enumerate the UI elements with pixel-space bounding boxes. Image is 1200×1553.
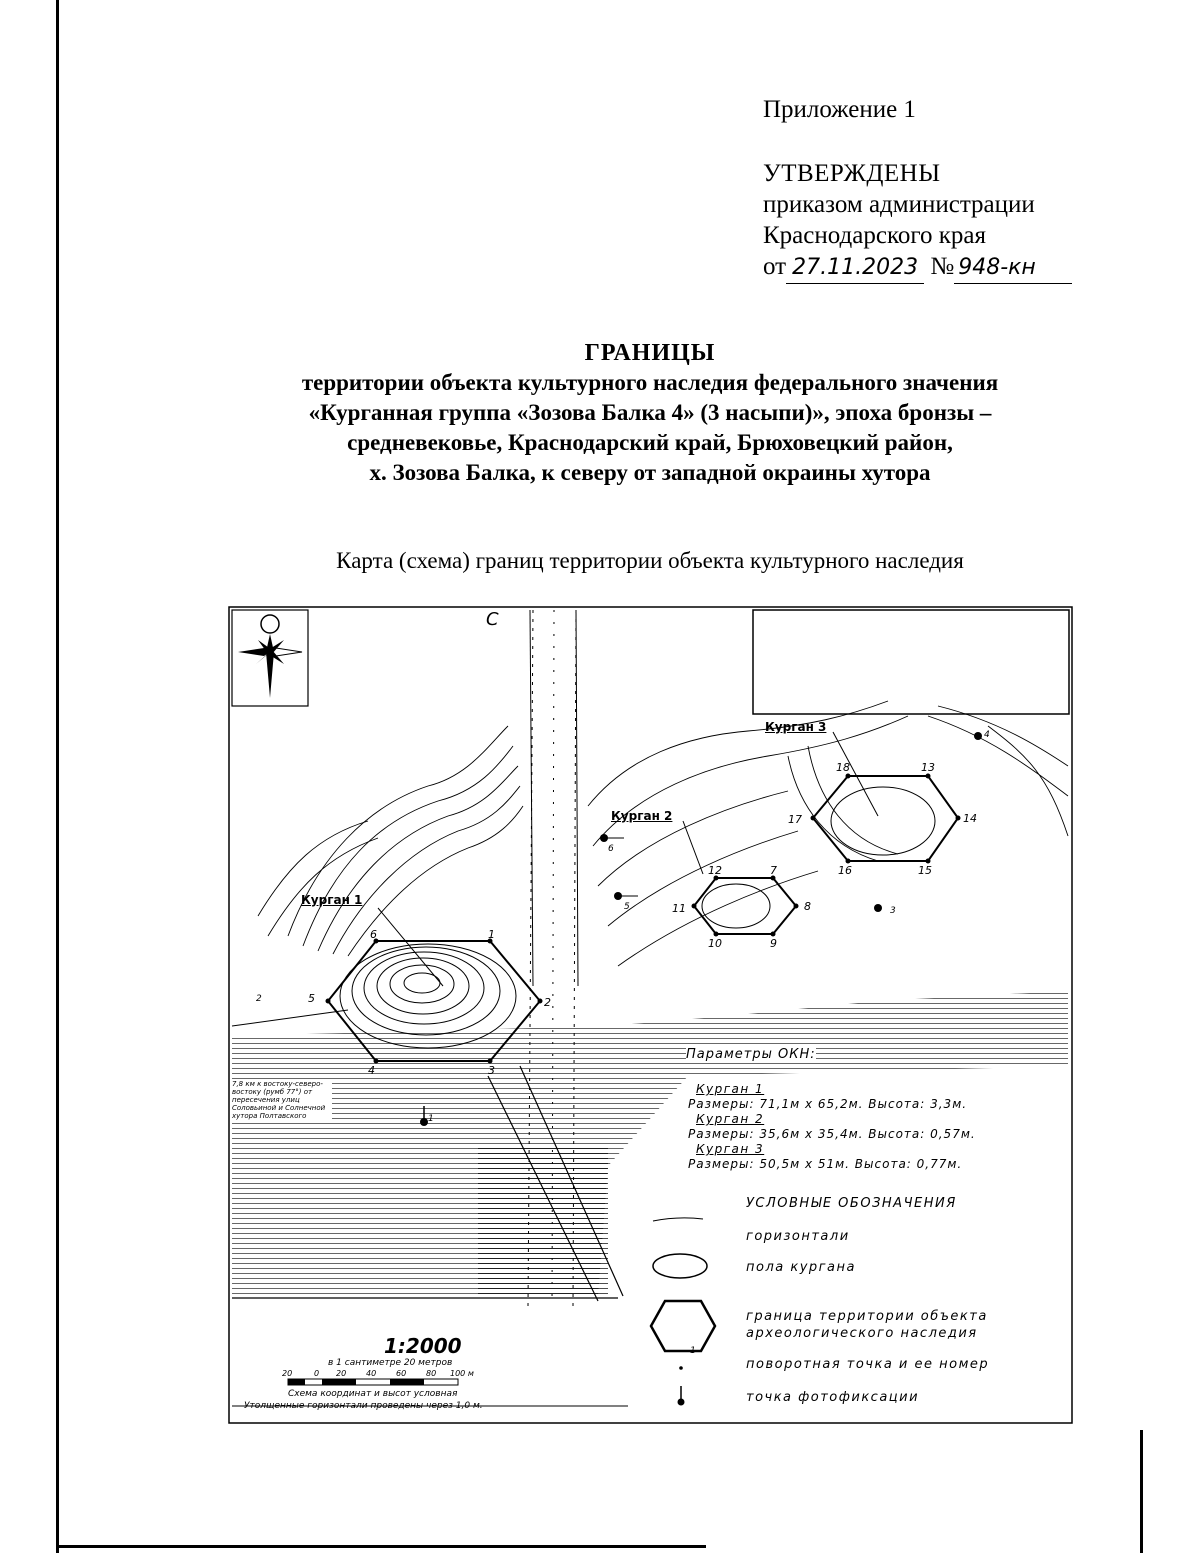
legend-boundary-line2: археологического наследия — [746, 1326, 978, 1341]
legend-photo-point-icon — [678, 1386, 685, 1406]
scale-tick: 100 м — [450, 1369, 474, 1378]
kurgan-2-label: Курган 2 — [611, 809, 673, 823]
photo-point-label: 1 — [428, 1114, 434, 1124]
title-line2: «Курганная группа «Зозова Балка 4» (3 насыпи)», эпоха бронзы – — [308, 400, 992, 425]
photo-point-label: 3 — [890, 906, 896, 916]
legend-contours: горизонтали — [746, 1229, 850, 1244]
title-line4: х. Зозова Балка, к северу от западной окраины хутора — [369, 460, 931, 485]
kurgan-2-boundary — [694, 878, 796, 934]
point-label: 1 — [488, 928, 495, 941]
legend-photo-point: точка фотофиксации — [746, 1390, 920, 1405]
legend-turn-point-num: 1 — [690, 1346, 696, 1356]
legend-boundary-icon — [651, 1301, 715, 1351]
point-label: 12 — [708, 864, 722, 877]
approval-number: 948-кн — [954, 252, 1072, 284]
approval-date-line — [763, 251, 1072, 284]
point-label: 16 — [838, 864, 852, 877]
title-line3: средневековье, Краснодарский край, Брюховецкий район, — [347, 430, 953, 455]
params-k3-label: Курган 3 — [696, 1142, 765, 1156]
point-label: 8 — [804, 900, 811, 913]
point-label: 4 — [368, 1064, 375, 1077]
params-k1-size: Размеры: 71,1м х 65,2м. Высота: 3,3м. — [688, 1097, 968, 1111]
legend-turn-point-icon — [679, 1366, 683, 1370]
params-k2-size: Размеры: 35,6м х 35,4м. Высота: 0,57м. — [688, 1127, 976, 1141]
params-k1-label: Курган 1 — [696, 1082, 765, 1096]
scale-tick: 20 — [336, 1369, 347, 1378]
scale-note-2: Утолщенные горизонтали проведены через 1,0 м. — [244, 1401, 483, 1411]
point-label: 7 — [770, 864, 777, 877]
point-label: 3 — [488, 1064, 495, 1077]
scan-border-left — [56, 0, 59, 1553]
params-k3-size: Размеры: 50,5м х 51м. Высота: 0,77м. — [688, 1157, 963, 1171]
scale-tick: 0 — [314, 1369, 320, 1378]
point-label: 13 — [921, 761, 935, 774]
point-label: 9 — [770, 937, 777, 950]
scale-note-1: Схема координат и высот условная — [288, 1389, 458, 1399]
kurgan-2-mound — [702, 884, 770, 928]
point-label: 2 — [544, 996, 551, 1009]
date-prefix: от — [763, 253, 787, 280]
legend-heading: УСЛОВНЫЕ ОБОЗНАЧЕНИЯ — [746, 1196, 957, 1211]
map-subtitle: Карта (схема) границ территории объекта культурного наследия — [336, 548, 964, 573]
point-label: 6 — [370, 928, 377, 941]
legend-contour-icon — [653, 1218, 703, 1221]
title-line1: территории объекта культурного наследия федерального значения — [301, 370, 999, 395]
point-label: 17 — [788, 813, 802, 826]
kurgan-3-boundary — [813, 776, 958, 861]
scale-tick: 60 — [396, 1369, 407, 1378]
blank-stamp-box — [753, 610, 1069, 714]
approved-caps: УТВЕРЖДЕНЫ — [763, 160, 941, 187]
compass-rose-icon — [238, 615, 302, 698]
photo-point-label: 6 — [608, 844, 614, 854]
kurgan-1-label: Курган 1 — [301, 893, 363, 907]
photo-point-label: 2 — [256, 994, 262, 1004]
boundary-map — [228, 606, 1073, 1424]
legend-symbols — [651, 1218, 715, 1406]
leader-lines — [232, 732, 878, 1026]
point-label: 15 — [918, 864, 932, 877]
scale-tick: 20 — [282, 1369, 293, 1378]
legend-turn-point: поворотная точка и ее номер — [746, 1357, 990, 1372]
legend-mound-floor: пола кургана — [746, 1260, 856, 1275]
scan-border-right — [1140, 1430, 1143, 1553]
legend-boundary-line1: граница территории объекта — [746, 1309, 988, 1324]
document-title — [200, 338, 1100, 488]
params-k2-label: Курган 2 — [696, 1112, 765, 1126]
location-note: 7,8 км к востоку-северо-востоку (румб 77°) от пересечения улиц Соловьиной и Солнечной хутора Полтавского — [232, 1080, 332, 1120]
approval-block — [763, 158, 1072, 284]
point-label: 5 — [308, 992, 315, 1005]
scale-bar — [288, 1379, 458, 1385]
kurgan-3-mound — [831, 787, 935, 855]
photo-point-label: 5 — [624, 902, 630, 912]
approval-date: 27.11.2023 — [786, 252, 924, 284]
point-label: 10 — [708, 937, 722, 950]
point-label: 14 — [963, 812, 977, 825]
photo-point-label: 4 — [984, 730, 990, 740]
appendix-label: Приложение 1 — [763, 96, 916, 123]
compass-letter: С — [486, 609, 499, 630]
kurgan-3-label: Курган 3 — [765, 720, 827, 734]
scale-description: в 1 сантиметре 20 метров — [328, 1358, 453, 1368]
point-label: 18 — [836, 761, 850, 774]
scan-border-bottom — [56, 1545, 706, 1548]
approved-line2: Краснодарского края — [763, 222, 986, 249]
approved-line1: приказом администрации — [763, 191, 1035, 218]
number-prefix: № — [930, 253, 955, 280]
scale-ratio: 1:2000 — [384, 1334, 462, 1358]
scale-tick: 80 — [426, 1369, 437, 1378]
legend-mound-icon — [653, 1254, 707, 1278]
title-main: ГРАНИЦЫ — [584, 340, 716, 366]
params-heading: Параметры ОКН: — [686, 1047, 816, 1062]
map-drawing — [228, 606, 1073, 1424]
point-label: 11 — [672, 902, 686, 915]
scale-tick: 40 — [366, 1369, 377, 1378]
